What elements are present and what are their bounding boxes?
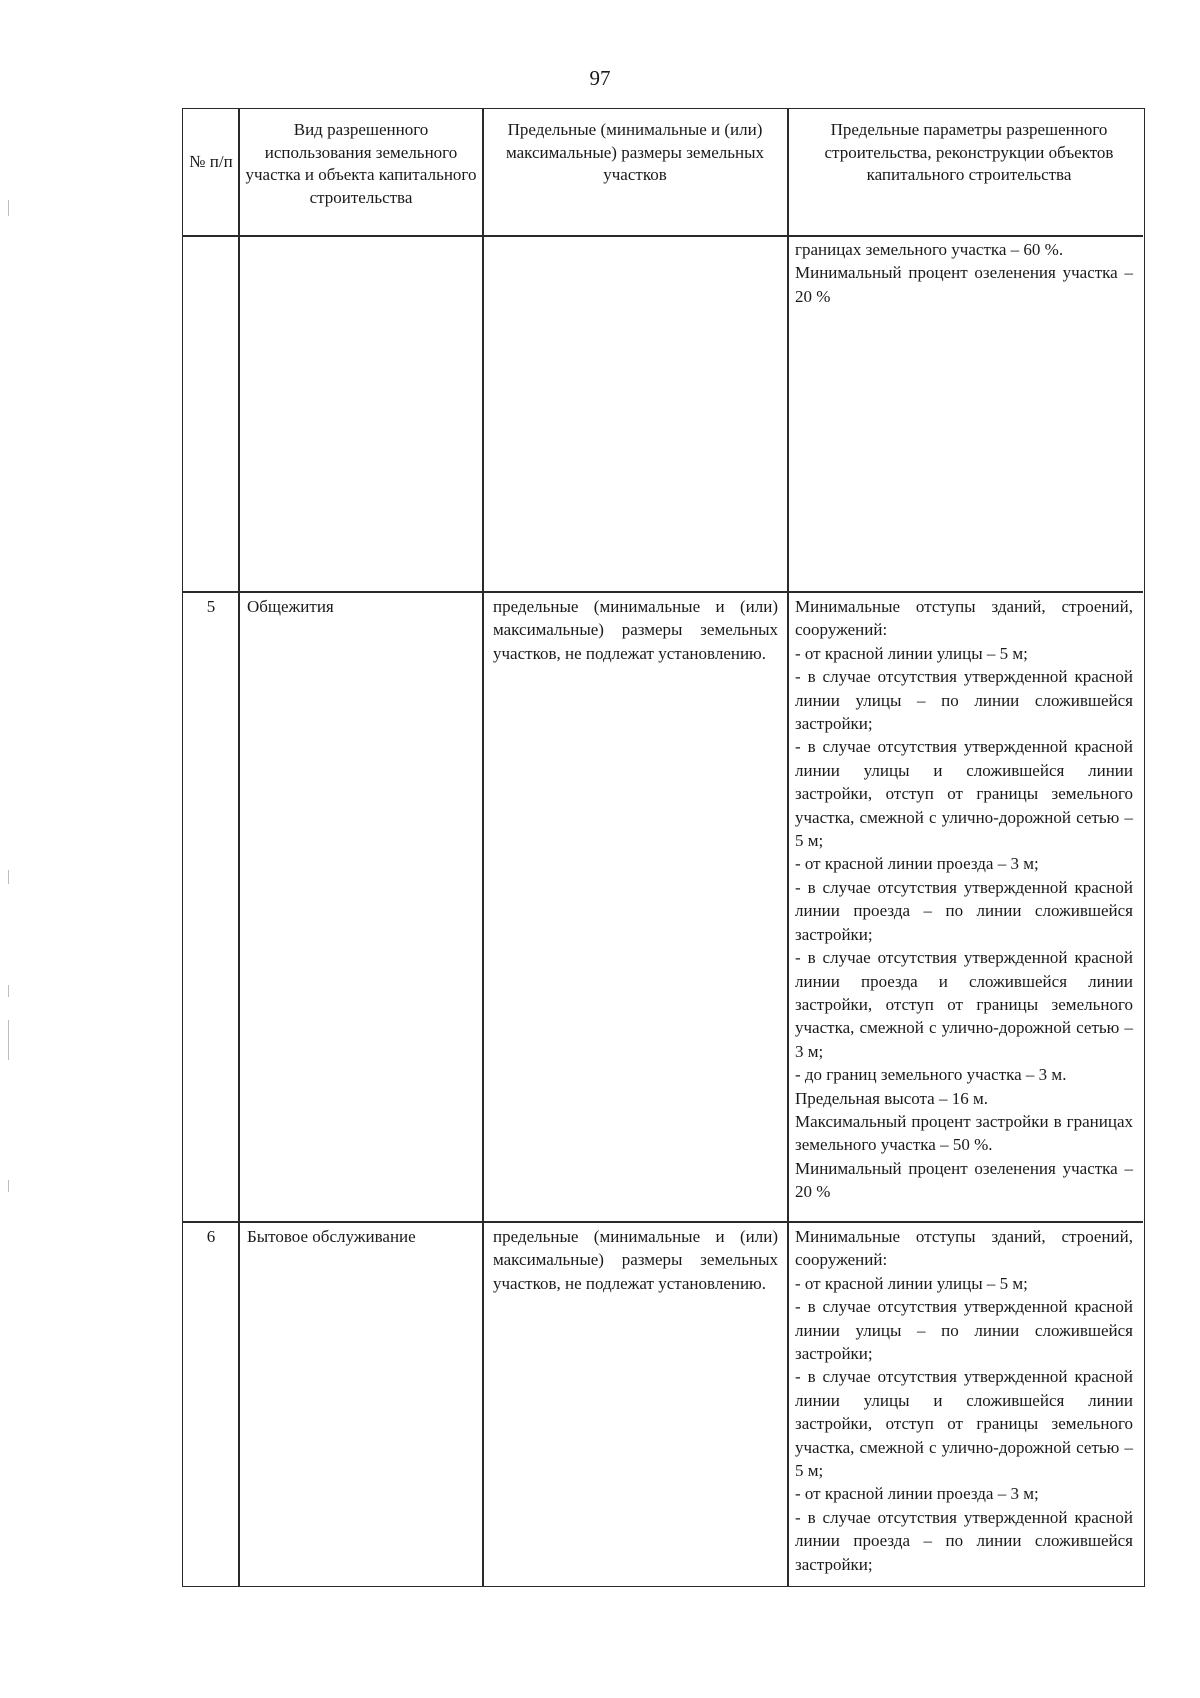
row-use-type: Общежития <box>247 597 334 616</box>
parameter-line: - в случае отсутствия утвержденной красной линии улицы и сложившейся линии застройки, отступ от границы земельного участка, смежной с улично-дорожной сетью – 5 м; <box>795 737 1133 851</box>
parameter-line: - в случае отсутствия утвержденной красной линии проезда – по линии сложившейся застройки; <box>795 877 1133 944</box>
parameter-line: - до границ земельного участка – 3 м. <box>795 1065 1067 1085</box>
parameter-line: - в случае отсутствия утвержденной красной линии проезда и сложившейся линии застройки, отступ от границы земельного участка, смежной с улично-дорожной сетью – 3 м; <box>795 948 1133 1061</box>
page-number: 97 <box>589 66 611 90</box>
scan-mark <box>8 870 9 884</box>
column-divider <box>482 109 484 1586</box>
row-number: 5 <box>206 597 216 616</box>
header-num: № п/п <box>189 152 233 171</box>
parameter-line: Предельная высота – 16 м. <box>795 1088 988 1108</box>
parameter-line: - от красной линии проезда – 3 м; <box>795 1484 1039 1504</box>
parameter-line: Минимальные отступы зданий, строений, сооружений: <box>795 597 1133 640</box>
header-use-type: Вид разрешенного использования земельного участка и объекта капитального строительства <box>245 120 477 207</box>
scan-mark <box>8 1020 9 1060</box>
scan-mark <box>8 985 9 997</box>
parameter-line: - от красной линии проезда – 3 м; <box>795 854 1039 874</box>
parameter-line: границах земельного участка – 60 %. <box>795 240 1064 259</box>
column-divider <box>787 109 789 1586</box>
scan-mark <box>8 200 9 216</box>
parameter-line: - от красной линии улицы – 5 м; <box>795 1273 1028 1293</box>
row-parameters <box>795 1225 1133 1576</box>
parameter-line: - от красной линии улицы – 5 м; <box>795 643 1028 663</box>
row-use-type: Бытовое обслуживание <box>247 1227 416 1246</box>
column-divider <box>238 109 240 1586</box>
row-plot-sizes: предельные (минимальные и (или) максимальные) размеры земельных участков, не подлежат установлению. <box>493 597 778 663</box>
header-parameters: Предельные параметры разрешенного строительства, реконструкции объектов капитального строительства <box>824 120 1114 184</box>
parameter-line: - в случае отсутствия утвержденной красной линии улицы – по линии сложившейся застройки; <box>795 1297 1133 1364</box>
parameter-line: - в случае отсутствия утвержденной красной линии улицы – по линии сложившейся застройки; <box>795 667 1133 734</box>
row-number: 6 <box>206 1227 216 1246</box>
row-divider <box>183 1221 1143 1223</box>
header-plot-sizes: Предельные (минимальные и (или) максимальные) размеры земельных участков <box>505 120 765 184</box>
parameter-line: Минимальные отступы зданий, строений, сооружений: <box>795 1227 1133 1270</box>
continuation-parameters <box>795 238 1133 308</box>
parameter-line: Максимальный процент застройки в границах земельного участка – 50 %. <box>795 1111 1133 1155</box>
regulations-table <box>182 108 1145 1587</box>
parameter-line: Минимальный процент озеленения участка – 20 % <box>795 263 1133 306</box>
parameter-line: - в случае отсутствия утвержденной красной линии проезда – по линии сложившейся застройки; <box>795 1507 1133 1574</box>
parameter-line: - в случае отсутствия утвержденной красной линии улицы и сложившейся линии застройки, отступ от границы земельного участка, смежной с улично-дорожной сетью – 5 м; <box>795 1367 1133 1481</box>
scan-mark <box>8 1180 9 1192</box>
row-plot-sizes: предельные (минимальные и (или) максимальные) размеры земельных участков, не подлежат установлению. <box>493 1227 778 1293</box>
header-divider <box>183 235 1143 237</box>
row-divider <box>183 591 1143 593</box>
row-parameters <box>795 595 1133 1204</box>
parameter-line: Минимальный процент озеленения участка – 20 % <box>795 1158 1133 1202</box>
